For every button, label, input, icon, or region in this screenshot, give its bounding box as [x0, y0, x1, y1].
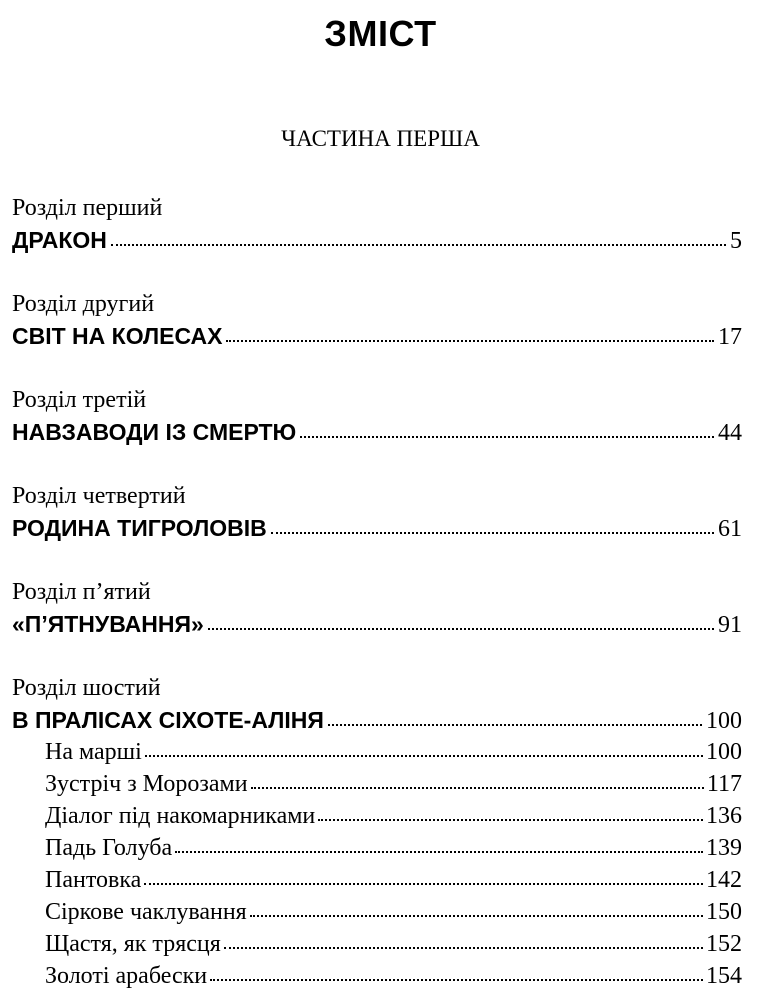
subsection-title: Падь Голуба	[45, 835, 173, 861]
subsection-entry[interactable]	[45, 864, 742, 896]
toc-entry[interactable]	[12, 512, 742, 544]
subsection-title: Пантовка	[45, 867, 142, 893]
page-number: 100	[706, 708, 742, 734]
subsection-entry[interactable]	[45, 960, 742, 992]
page-number: 61	[718, 516, 742, 542]
subsection-title: Зустріч з Морозами	[45, 771, 248, 797]
dot-leader	[251, 787, 704, 789]
toc-entry[interactable]	[12, 416, 742, 448]
chapter-label: Розділ п’ятий	[12, 579, 151, 605]
dot-leader	[144, 883, 703, 885]
page-title: ЗМІСТ	[324, 13, 437, 54]
subsection-entry[interactable]	[45, 800, 742, 832]
chapter-title: СВІТ НА КОЛЕСАХ	[12, 323, 223, 349]
chapter-3	[12, 384, 742, 448]
page-number: 136	[706, 803, 742, 829]
chapter-title: ДРАКОН	[12, 227, 107, 253]
chapter-title: «П’ЯТНУВАННЯ»	[12, 611, 204, 637]
subsection-entry[interactable]	[45, 832, 742, 864]
chapter-4	[12, 480, 742, 544]
page-number: 91	[718, 612, 742, 638]
page-number: 100	[706, 739, 742, 765]
chapter-label: Розділ перший	[12, 195, 163, 221]
dot-leader	[226, 340, 714, 342]
page-number: 117	[706, 771, 742, 797]
chapter-5	[12, 576, 742, 640]
chapter-title: НАВЗАВОДИ ІЗ СМЕРТЮ	[12, 419, 297, 445]
toc-entry[interactable]	[12, 224, 742, 256]
dot-leader	[111, 244, 726, 246]
chapter-label: Розділ третій	[12, 387, 147, 413]
subsection-list	[45, 736, 742, 992]
chapter-2	[12, 288, 742, 352]
page-number: 150	[706, 899, 742, 925]
subsection-title: Діалог під накомарниками	[45, 803, 316, 829]
subsection-title: Щастя, як трясця	[45, 931, 221, 957]
dot-leader	[210, 979, 703, 981]
chapter-6	[12, 672, 742, 992]
toc-entry[interactable]	[12, 608, 742, 640]
subsection-title: Золоті арабески	[45, 963, 208, 989]
dot-leader	[208, 628, 714, 630]
chapter-title: РОДИНА ТИГРОЛОВІВ	[12, 515, 267, 541]
part-heading: ЧАСТИНА ПЕРША	[281, 126, 480, 151]
subsection-entry[interactable]	[45, 928, 742, 960]
page-number: 17	[718, 324, 742, 350]
subsection-title: Сіркове чаклування	[45, 899, 247, 925]
chapter-label: Розділ шостий	[12, 675, 161, 701]
subsection-entry[interactable]	[45, 768, 742, 800]
page-number: 5	[730, 228, 742, 254]
dot-leader	[271, 532, 714, 534]
chapter-label: Розділ другий	[12, 291, 155, 317]
chapter-1	[12, 192, 742, 256]
dot-leader	[328, 724, 702, 726]
chapter-label: Розділ четвертий	[12, 483, 186, 509]
dot-leader	[250, 915, 703, 917]
page-number: 139	[706, 835, 742, 861]
page-number: 44	[718, 420, 742, 446]
chapter-title: В ПРАЛІСАХ СІХОТЕ-АЛІНЯ	[12, 707, 324, 733]
dot-leader	[175, 851, 703, 853]
subsection-title: На марші	[45, 739, 142, 765]
toc-entry[interactable]	[12, 320, 742, 352]
page-number: 142	[706, 867, 742, 893]
dot-leader	[300, 436, 714, 438]
subsection-entry[interactable]	[45, 736, 742, 768]
page-number: 154	[706, 963, 742, 989]
dot-leader	[145, 755, 703, 757]
dot-leader	[318, 819, 703, 821]
dot-leader	[224, 947, 703, 949]
page-number: 152	[706, 931, 742, 957]
toc-entry[interactable]	[12, 704, 742, 736]
subsection-entry[interactable]	[45, 896, 742, 928]
